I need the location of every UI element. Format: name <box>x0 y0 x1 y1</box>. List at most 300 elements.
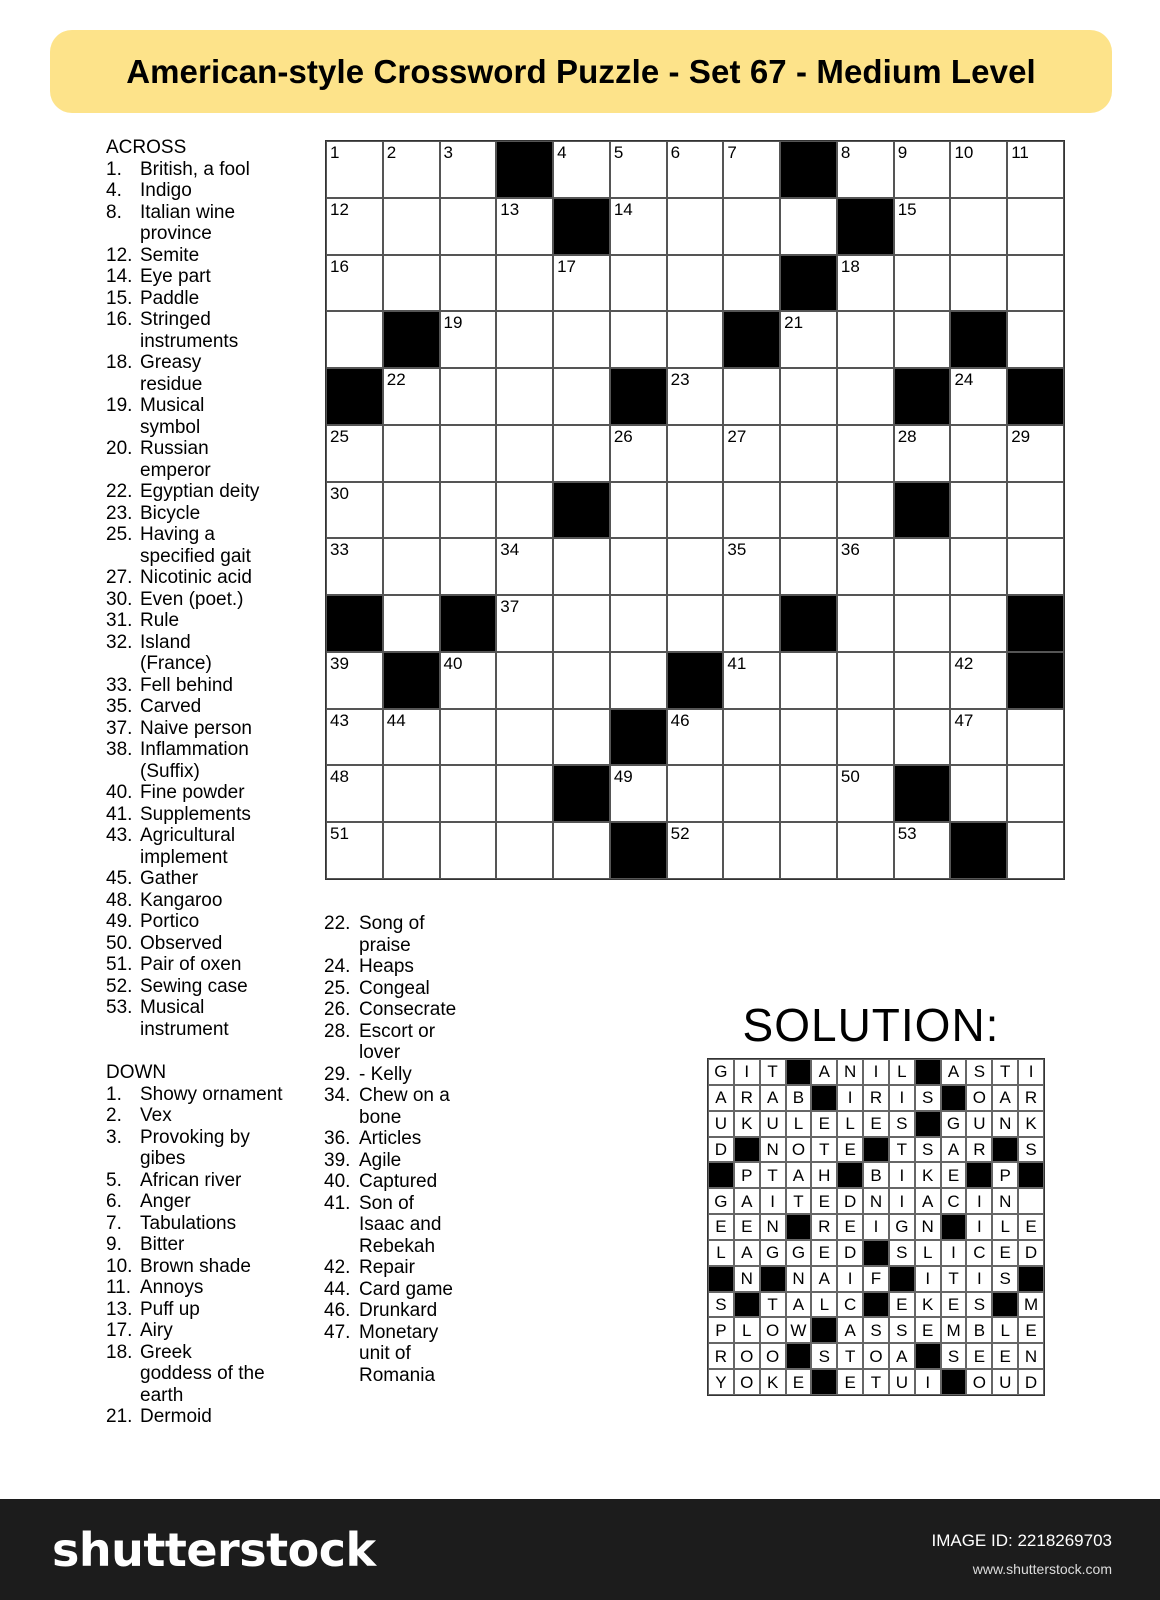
grid-cell[interactable] <box>610 765 667 822</box>
clue-number: 25. <box>106 524 133 545</box>
grid-cell[interactable] <box>496 538 553 595</box>
grid-cell[interactable] <box>837 538 894 595</box>
solution-letter: I <box>1018 1059 1044 1085</box>
clue-text: Escort or <box>359 1020 436 1042</box>
solution-letter: K <box>915 1162 941 1188</box>
clue-item <box>106 288 316 310</box>
solution-letter: I <box>966 1188 992 1214</box>
grid-cell[interactable] <box>894 198 951 255</box>
solution-black-square <box>941 1369 967 1395</box>
clue-number: 9. <box>106 1234 122 1255</box>
solution-letter: T <box>760 1162 786 1188</box>
solution-black-square <box>941 1085 967 1111</box>
clue-number <box>324 935 359 957</box>
grid-cell[interactable] <box>383 709 440 766</box>
grid-cell[interactable] <box>723 822 780 879</box>
grid-cell[interactable] <box>950 425 1007 482</box>
black-square <box>780 595 837 652</box>
solution-letter: A <box>941 1137 967 1163</box>
grid-cell[interactable] <box>610 311 667 368</box>
clue-text: residue <box>140 373 203 395</box>
grid-cell[interactable] <box>723 538 780 595</box>
grid-cell[interactable] <box>1007 765 1064 822</box>
grid-cell[interactable] <box>496 255 553 312</box>
clue-number: 4. <box>106 180 122 201</box>
cell-number: 51 <box>330 824 349 844</box>
grid-cell[interactable] <box>383 368 440 425</box>
grid-cell[interactable] <box>326 652 383 709</box>
solution-black-square <box>811 1369 837 1395</box>
solution-letter: N <box>992 1188 1018 1214</box>
grid-cell[interactable] <box>780 311 837 368</box>
grid-cell[interactable] <box>837 765 894 822</box>
grid-cell[interactable] <box>1007 709 1064 766</box>
clue-item-continuation <box>324 1236 484 1258</box>
clue-number: 1. <box>106 1083 122 1105</box>
solution-black-square <box>1018 1162 1044 1188</box>
grid-cell[interactable] <box>894 255 951 312</box>
solution-letter: N <box>992 1111 1018 1137</box>
cell-number: 11 <box>1011 143 1029 162</box>
grid-cell[interactable] <box>894 538 951 595</box>
black-square <box>553 765 610 822</box>
clue-item <box>106 438 316 460</box>
grid-cell[interactable] <box>894 652 951 709</box>
grid-cell[interactable] <box>723 709 780 766</box>
grid-cell[interactable] <box>780 482 837 539</box>
grid-cell[interactable] <box>326 425 383 482</box>
clue-item-continuation <box>106 223 316 245</box>
solution-letter: S <box>889 1317 915 1343</box>
solution-letter: C <box>837 1292 863 1318</box>
solution-letter: M <box>1018 1292 1044 1318</box>
clue-number: 20. <box>106 438 133 459</box>
down-clue-list-continued <box>324 913 484 1386</box>
solution-letter: W <box>786 1317 812 1343</box>
clue-text: - Kelly <box>359 1063 412 1085</box>
black-square <box>950 311 1007 368</box>
clue-text: Musical <box>140 997 205 1018</box>
clue-number: 48. <box>106 889 133 911</box>
clue-text: Italian wine <box>140 201 236 223</box>
grid-cell[interactable] <box>837 652 894 709</box>
solution-black-square <box>811 1317 837 1343</box>
black-square <box>780 141 837 198</box>
clue-item <box>106 1320 316 1342</box>
grid-cell[interactable] <box>780 652 837 709</box>
solution-black-square <box>734 1137 760 1163</box>
clue-item <box>106 245 316 267</box>
cell-number: 18 <box>840 256 860 276</box>
clue-text: Observed <box>140 932 223 954</box>
across-heading: ACROSS <box>106 137 187 158</box>
solution-letter: O <box>760 1317 786 1343</box>
grid-cell[interactable] <box>496 765 553 822</box>
solution-black-square <box>992 1137 1018 1163</box>
clue-number: 15. <box>106 287 133 309</box>
solution-letter: L <box>992 1214 1018 1240</box>
footer-bar <box>0 1499 1160 1600</box>
grid-cell[interactable] <box>950 368 1007 425</box>
grid-cell[interactable] <box>383 255 440 312</box>
grid-cell[interactable] <box>667 425 724 482</box>
clue-text: Rebekah <box>359 1235 436 1257</box>
grid-cell[interactable] <box>667 538 724 595</box>
grid-cell[interactable] <box>723 482 780 539</box>
clue-number: 39. <box>324 1149 351 1171</box>
clue-text: Pair of oxen <box>140 954 242 975</box>
clue-text: Fell behind <box>140 674 233 696</box>
cell-number: 24 <box>954 370 974 390</box>
solution-letter: D <box>1018 1240 1044 1266</box>
grid-cell[interactable] <box>723 255 780 312</box>
grid-cell[interactable] <box>440 652 497 709</box>
grid-cell[interactable] <box>723 425 780 482</box>
down-clues <box>106 1084 316 1428</box>
clue-item <box>106 610 316 632</box>
cell-number: 3 <box>443 143 453 162</box>
grid-cell[interactable] <box>894 822 951 879</box>
solution-letter: S <box>1018 1137 1044 1163</box>
solution-letter: N <box>734 1266 760 1292</box>
grid-cell[interactable] <box>610 141 667 198</box>
grid-cell[interactable] <box>1007 822 1064 879</box>
grid-cell[interactable] <box>326 311 383 368</box>
grid-cell[interactable] <box>440 765 497 822</box>
clue-item-continuation <box>106 761 316 783</box>
clue-number: 18. <box>106 1341 133 1363</box>
clue-item <box>106 589 316 611</box>
black-square <box>496 141 553 198</box>
clue-text: Consecrate <box>359 999 457 1020</box>
clue-text: symbol <box>140 416 201 438</box>
grid-cell[interactable] <box>1007 425 1064 482</box>
solution-letter: A <box>786 1162 812 1188</box>
grid-cell[interactable] <box>894 425 951 482</box>
grid-cell[interactable] <box>950 538 1007 595</box>
solution-letter: A <box>889 1343 915 1369</box>
grid-cell[interactable] <box>667 822 724 879</box>
grid-cell[interactable] <box>780 765 837 822</box>
grid-cell[interactable] <box>496 368 553 425</box>
solution-letter: I <box>760 1188 786 1214</box>
grid-cell[interactable] <box>610 198 667 255</box>
solution-letter: S <box>889 1240 915 1266</box>
grid-cell[interactable] <box>723 765 780 822</box>
brand-logo[interactable]: shutterstock <box>52 1523 376 1577</box>
grid-cell[interactable] <box>837 482 894 539</box>
grid-cell[interactable] <box>950 652 1007 709</box>
solution-letter: R <box>863 1085 889 1111</box>
solution-letter: A <box>811 1059 837 1085</box>
grid-cell[interactable] <box>780 538 837 595</box>
solution-letter: E <box>889 1292 915 1318</box>
site-url[interactable]: www.shutterstock.com <box>972 1561 1112 1577</box>
solution-letter: L <box>992 1317 1018 1343</box>
grid-cell[interactable] <box>667 709 724 766</box>
grid-cell[interactable] <box>610 652 667 709</box>
solution-letter: N <box>1018 1343 1044 1369</box>
solution-letter: E <box>863 1111 889 1137</box>
grid-cell[interactable] <box>440 425 497 482</box>
clue-text: Semite <box>140 244 200 266</box>
solution-letter: T <box>811 1137 837 1163</box>
cell-number: 23 <box>670 370 690 390</box>
solution-letter: P <box>734 1162 760 1188</box>
cell-number: 22 <box>386 370 406 390</box>
clue-number: 40. <box>324 1171 351 1192</box>
clue-item <box>324 1193 484 1215</box>
cell-number: 49 <box>613 767 633 787</box>
grid-cell[interactable] <box>383 198 440 255</box>
grid-cell[interactable] <box>326 822 383 879</box>
grid-cell[interactable] <box>1007 482 1064 539</box>
grid-cell[interactable] <box>1007 141 1064 198</box>
black-square <box>723 311 780 368</box>
solution-letter: E <box>811 1111 837 1137</box>
grid-cell[interactable] <box>667 482 724 539</box>
solution-letter: P <box>708 1317 734 1343</box>
solution-black-square <box>708 1266 734 1292</box>
grid-cell[interactable] <box>440 255 497 312</box>
solution-letter: E <box>941 1162 967 1188</box>
solution-letter: O <box>760 1343 786 1369</box>
grid-cell[interactable] <box>383 595 440 652</box>
grid-cell[interactable] <box>496 652 553 709</box>
clue-text: Song of <box>359 913 425 934</box>
solution-letter: T <box>760 1059 786 1085</box>
solution-letter: T <box>863 1369 889 1395</box>
clue-item <box>106 696 316 718</box>
cell-number: 37 <box>500 597 520 617</box>
solution-letter: E <box>786 1369 812 1395</box>
grid-cell[interactable] <box>1007 538 1064 595</box>
grid-cell[interactable] <box>440 538 497 595</box>
grid-cell[interactable] <box>326 482 383 539</box>
grid-cell[interactable] <box>553 141 610 198</box>
solution-letter: R <box>1018 1085 1044 1111</box>
solution-letter: D <box>708 1137 734 1163</box>
grid-cell[interactable] <box>667 198 724 255</box>
grid-cell[interactable] <box>837 311 894 368</box>
grid-cell[interactable] <box>440 198 497 255</box>
clue-number: 37. <box>106 717 133 739</box>
grid-cell[interactable] <box>383 482 440 539</box>
solution-letter: A <box>915 1188 941 1214</box>
grid-cell[interactable] <box>837 595 894 652</box>
black-square <box>950 822 1007 879</box>
grid-cell[interactable] <box>667 368 724 425</box>
grid-cell[interactable] <box>383 141 440 198</box>
grid-cell[interactable] <box>837 425 894 482</box>
grid-cell[interactable] <box>553 822 610 879</box>
grid-cell[interactable] <box>440 709 497 766</box>
grid-cell[interactable] <box>496 822 553 879</box>
clue-item <box>324 1279 484 1301</box>
clue-number: 22. <box>106 481 133 502</box>
solution-letter: K <box>1018 1111 1044 1137</box>
grid-cell[interactable] <box>326 538 383 595</box>
grid-cell[interactable] <box>950 482 1007 539</box>
grid-cell[interactable] <box>837 368 894 425</box>
clue-number <box>106 847 140 869</box>
grid-cell[interactable] <box>780 198 837 255</box>
grid-cell[interactable] <box>383 822 440 879</box>
solution-letter: S <box>992 1266 1018 1292</box>
grid-cell[interactable] <box>780 425 837 482</box>
grid-cell[interactable] <box>496 425 553 482</box>
solution-letter: K <box>734 1111 760 1137</box>
grid-cell[interactable] <box>496 311 553 368</box>
grid-cell[interactable] <box>837 822 894 879</box>
clue-text: province <box>140 223 212 244</box>
grid-cell[interactable] <box>553 368 610 425</box>
grid-cell[interactable] <box>723 198 780 255</box>
grid-cell[interactable] <box>610 255 667 312</box>
solution-letter: L <box>837 1111 863 1137</box>
grid-cell[interactable] <box>723 652 780 709</box>
solution-letter: G <box>941 1111 967 1137</box>
grid-cell[interactable] <box>950 709 1007 766</box>
grid-cell[interactable] <box>553 311 610 368</box>
grid-cell[interactable] <box>326 765 383 822</box>
clue-text: Monetary <box>359 1321 439 1343</box>
grid-cell[interactable] <box>667 311 724 368</box>
grid-cell[interactable] <box>780 368 837 425</box>
grid-cell[interactable] <box>553 709 610 766</box>
grid-cell[interactable] <box>950 141 1007 198</box>
image-id-value: 2218269703 <box>1017 1531 1112 1550</box>
clue-number: 40. <box>106 782 133 803</box>
grid-cell[interactable] <box>553 652 610 709</box>
grid-cell[interactable] <box>894 311 951 368</box>
grid-cell[interactable] <box>894 141 951 198</box>
grid-cell[interactable] <box>326 141 383 198</box>
clue-text: Carved <box>140 696 202 717</box>
grid-cell[interactable] <box>780 822 837 879</box>
clue-text: Showy ornament <box>140 1083 283 1105</box>
grid-cell[interactable] <box>610 538 667 595</box>
grid-cell[interactable] <box>610 482 667 539</box>
grid-cell[interactable] <box>326 709 383 766</box>
clue-number: 49. <box>106 911 133 932</box>
clue-item <box>324 956 484 978</box>
grid-cell[interactable] <box>496 709 553 766</box>
across-clue-list <box>106 137 316 1040</box>
grid-cell[interactable] <box>496 482 553 539</box>
grid-cell[interactable] <box>496 198 553 255</box>
grid-cell[interactable] <box>950 765 1007 822</box>
grid-cell[interactable] <box>383 538 440 595</box>
clue-number: 42. <box>324 1257 351 1278</box>
clue-number: 3. <box>106 1126 122 1148</box>
grid-cell[interactable] <box>553 255 610 312</box>
grid-cell[interactable] <box>553 425 610 482</box>
grid-cell[interactable] <box>837 141 894 198</box>
clue-number: 41. <box>106 803 133 825</box>
grid-cell[interactable] <box>440 368 497 425</box>
clue-text: Stringed <box>140 309 211 330</box>
grid-cell[interactable] <box>667 255 724 312</box>
grid-cell[interactable] <box>440 141 497 198</box>
clue-text: emperor <box>140 459 211 481</box>
grid-cell[interactable] <box>440 822 497 879</box>
grid-cell[interactable] <box>894 595 951 652</box>
grid-cell[interactable] <box>723 141 780 198</box>
grid-cell[interactable] <box>1007 255 1064 312</box>
clue-text: bone <box>359 1106 402 1128</box>
grid-cell[interactable] <box>894 709 951 766</box>
clue-item-continuation <box>106 460 316 482</box>
clue-item-continuation <box>106 417 316 439</box>
solution-letter: G <box>760 1240 786 1266</box>
clue-item <box>106 954 316 976</box>
grid-cell[interactable] <box>610 425 667 482</box>
clue-text: instrument <box>140 1018 229 1040</box>
grid-cell[interactable] <box>610 595 667 652</box>
grid-cell[interactable] <box>383 425 440 482</box>
grid-cell[interactable] <box>950 255 1007 312</box>
grid-cell[interactable] <box>496 595 553 652</box>
grid-cell[interactable] <box>667 765 724 822</box>
clue-item <box>324 1150 484 1172</box>
grid-cell[interactable] <box>950 198 1007 255</box>
clue-item <box>324 1021 484 1043</box>
grid-cell[interactable] <box>950 595 1007 652</box>
clue-text: Sewing case <box>140 975 248 997</box>
cell-number: 21 <box>784 313 804 333</box>
grid-cell[interactable] <box>440 311 497 368</box>
clue-text: Kangaroo <box>140 889 223 911</box>
page-title: American-style Crossword Puzzle - Set 67 - Medium Level <box>126 52 1036 90</box>
grid-cell[interactable] <box>667 595 724 652</box>
clue-number <box>106 1363 140 1385</box>
grid-cell[interactable] <box>440 482 497 539</box>
clue-number: 8. <box>106 201 122 223</box>
grid-cell[interactable] <box>326 255 383 312</box>
solution-letter: E <box>837 1369 863 1395</box>
clue-item <box>106 804 316 826</box>
clue-item-continuation <box>324 935 484 957</box>
cell-number: 53 <box>897 824 917 844</box>
clue-number: 26. <box>324 999 351 1020</box>
grid-cell[interactable] <box>723 368 780 425</box>
solution-black-square <box>786 1214 812 1240</box>
clue-text: Vex <box>140 1105 172 1126</box>
grid-cell[interactable] <box>326 198 383 255</box>
clue-text: Russian <box>140 438 209 459</box>
grid-cell[interactable] <box>383 765 440 822</box>
clue-text: lover <box>359 1042 401 1063</box>
grid-cell[interactable] <box>1007 198 1064 255</box>
grid-cell[interactable] <box>553 538 610 595</box>
clue-number: 14. <box>106 266 133 287</box>
grid-cell[interactable] <box>837 709 894 766</box>
clue-number: 51. <box>106 954 133 975</box>
solution-letter: R <box>811 1214 837 1240</box>
grid-cell[interactable] <box>837 255 894 312</box>
grid-cell[interactable] <box>553 595 610 652</box>
grid-cell[interactable] <box>1007 311 1064 368</box>
black-square <box>553 198 610 255</box>
grid-cell[interactable] <box>667 141 724 198</box>
clue-text: Paddle <box>140 287 200 309</box>
cell-number: 47 <box>954 710 974 730</box>
grid-cell[interactable] <box>723 595 780 652</box>
grid-cell[interactable] <box>780 709 837 766</box>
clue-item <box>324 1257 484 1279</box>
solution-letter: E <box>966 1343 992 1369</box>
